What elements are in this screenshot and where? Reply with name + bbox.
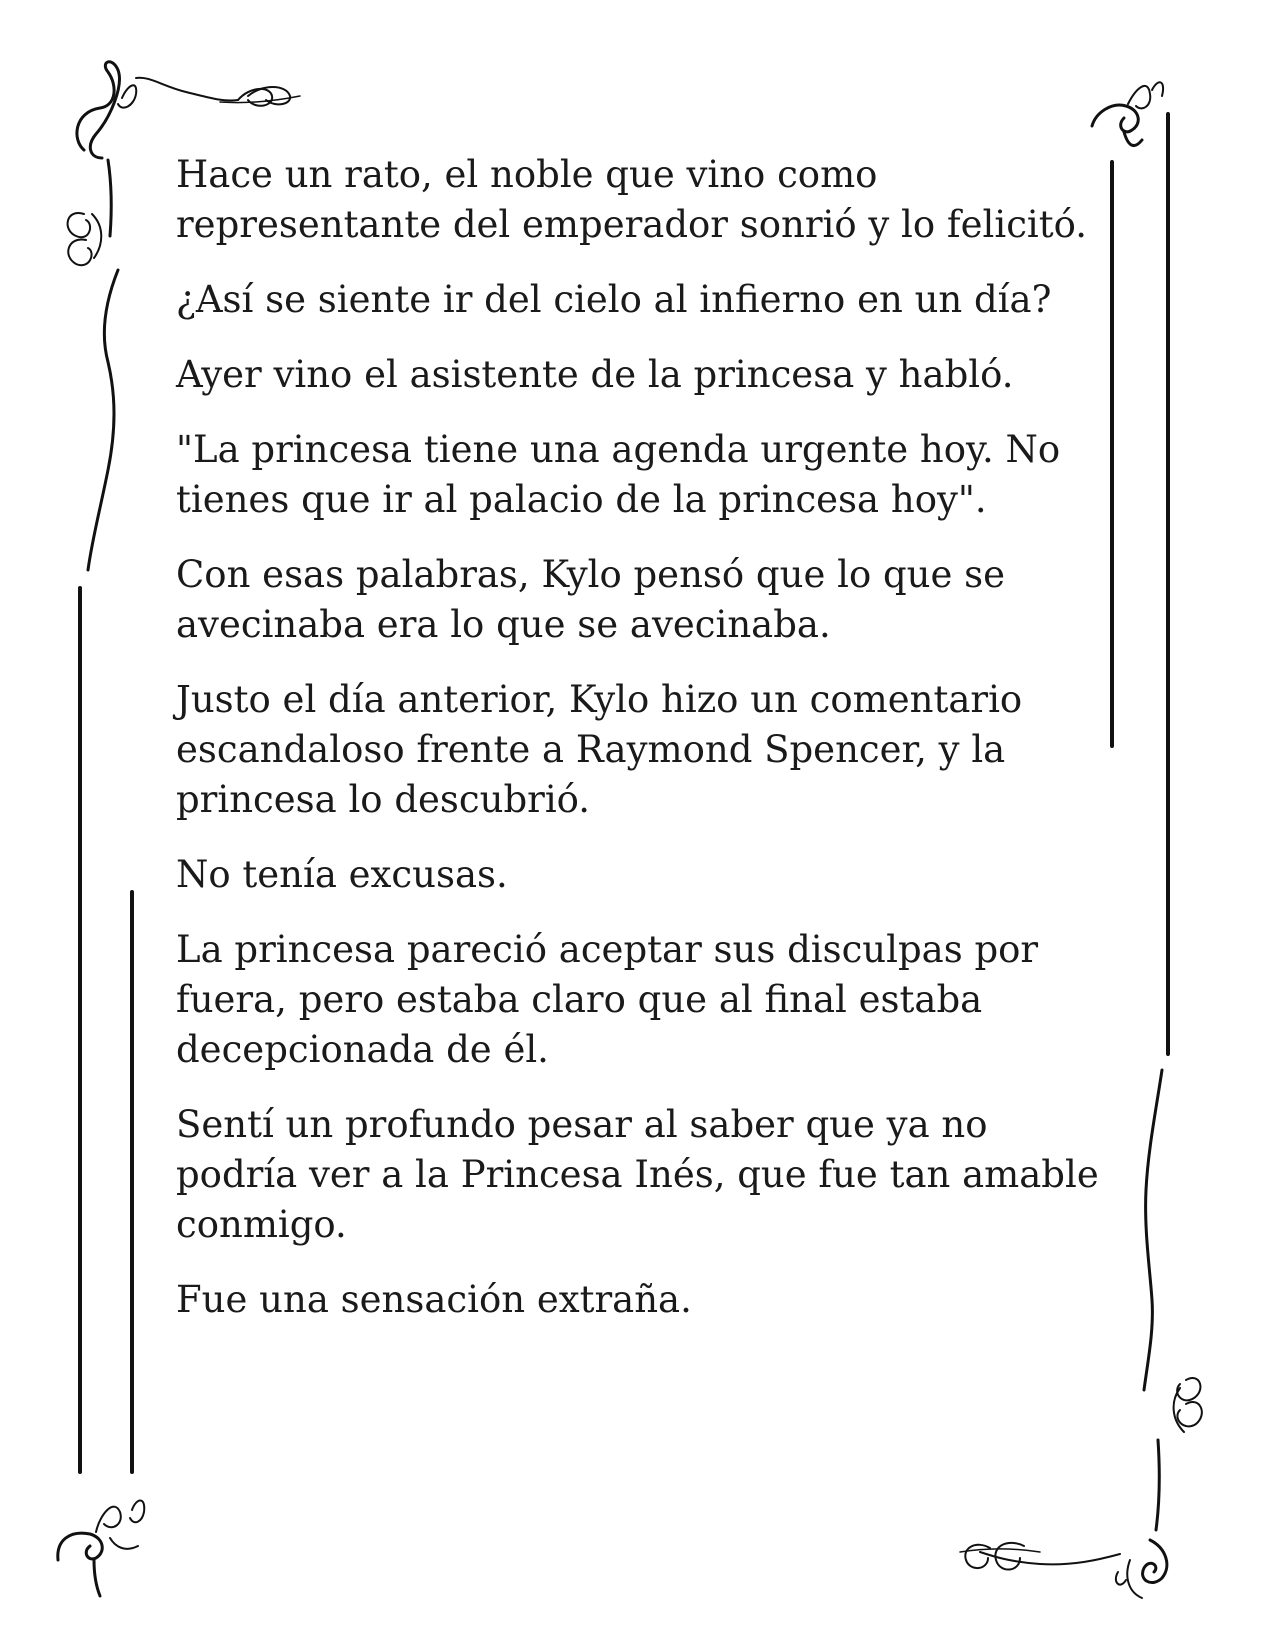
paragraph: ¿Así se siente ir del cielo al infierno en un día? [176,278,1052,321]
paragraph: No tenía excusas. [176,853,508,896]
story-text [176,150,1106,1350]
paragraph: Sentí un profundo pesar al saber que ya no podría ver a la Princesa Inés, que fue tan amable conmigo. [176,1103,1099,1246]
paragraph: "La princesa tiene una agenda urgente hoy. No tienes que ir al palacio de la princesa hoy". [176,428,1061,521]
bottom-right-flourish-ornament [960,1378,1202,1598]
paragraph: Fue una sensación extraña. [176,1278,692,1321]
paragraph: Justo el día anterior, Kylo hizo un comentario escandaloso frente a Raymond Spencer, y la princesa lo descubrió. [176,678,1023,821]
paragraph: Ayer vino el asistente de la princesa y habló. [176,353,1014,396]
paragraph: Hace un rato, el noble que vino como representante del emperador sonrió y lo felicitó. [176,153,1087,246]
paragraph: Con esas palabras, Kylo pensó que lo que se avecinaba era lo que se avecinaba. [176,553,1006,646]
bottom-left-flourish-ornament [58,1501,144,1597]
paragraph: La princesa pareció aceptar sus disculpas por fuera, pero estaba claro que al final estaba decepcionada de él. [176,928,1039,1071]
